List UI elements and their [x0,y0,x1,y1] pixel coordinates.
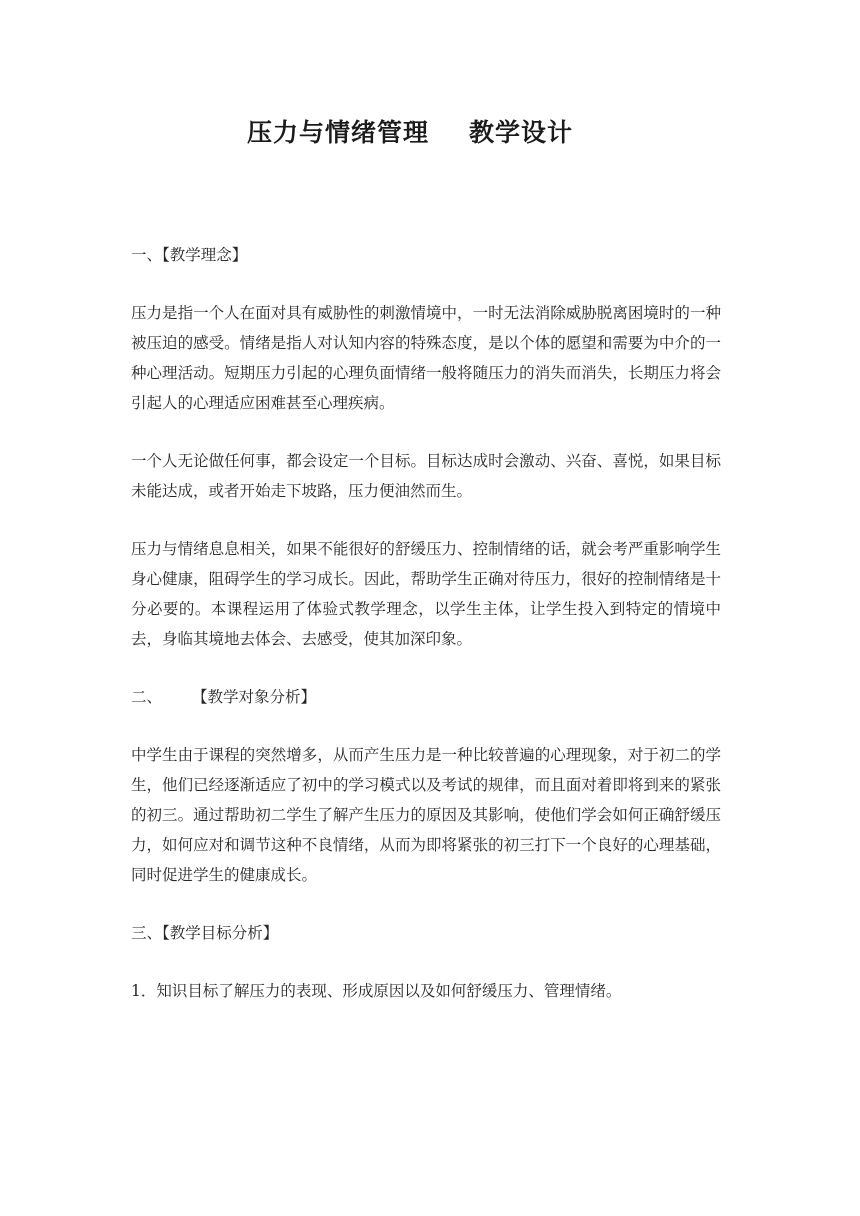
paragraph: 一个人无论做任何事，都会设定一个目标。目标达成时会激动、兴奋、喜悦，如果目标未能达成，或者开始走下坡路，压力便油然而生。 [131,452,721,500]
section-number: 一、 [131,246,163,264]
title-sub: 教学设计 [469,118,574,147]
paragraph: 压力是指一个人在面对具有威胁性的刺激情境中，一时无法消除威胁脱离困境时的一种被压迫的感受。情绪是指人对认知内容的特殊态度，是以个体的愿望和需要为中介的一种心理活动。短期压力引起的心理负面情绪一般将随压力的消失而消失，长期压力将会引起人的心理适应困难甚至心理疾病。 [131,304,721,412]
section-heading-objectives [131,918,721,948]
section-title: 【教学目标分析】 [162,924,279,942]
section-title: 【教学对象分析】 [192,688,317,706]
section-heading-audience [131,682,721,712]
title-main: 压力与情绪管理 [246,118,429,147]
section-number: 三、 [131,924,163,942]
paragraph: 中学生由于课程的突然增多，从而产生压力是一种比较普遍的心理现象，对于初二的学生，他们已经逐渐适应了初中的学习模式以及考试的规律，而且面对着即将到来的紧张的初三。通过帮助初二学生了解产生压力的原因及其影响，使他们学会如何正确舒缓压力，如何应对和调节这种不良情绪，从而为即将紧张的初三打下一个良好的心理基础，同时促进学生的健康成长。 [131,746,721,884]
document-title [0,113,820,149]
paragraph: 压力与情绪息息相关，如果不能很好的舒缓压力、控制情绪的话，就会考严重影响学生身心健康，阻碍学生的学习成长。因此，帮助学生正确对待压力，很好的控制情绪是十分必要的。本课程运用了体验式教学理念，以学生主体，让学生投入到特定的情境中去，身临其境地去体会、去感受，使其加深印象。 [131,540,721,648]
section-title: 【教学理念】 [162,246,248,264]
section-heading-philosophy [131,240,721,270]
section-number: 二、 [131,688,163,706]
list-item: 1．知识目标了解压力的表现、形成原因以及如何舒缓压力、管理情绪。 [131,982,622,1000]
document-body [131,240,721,1034]
